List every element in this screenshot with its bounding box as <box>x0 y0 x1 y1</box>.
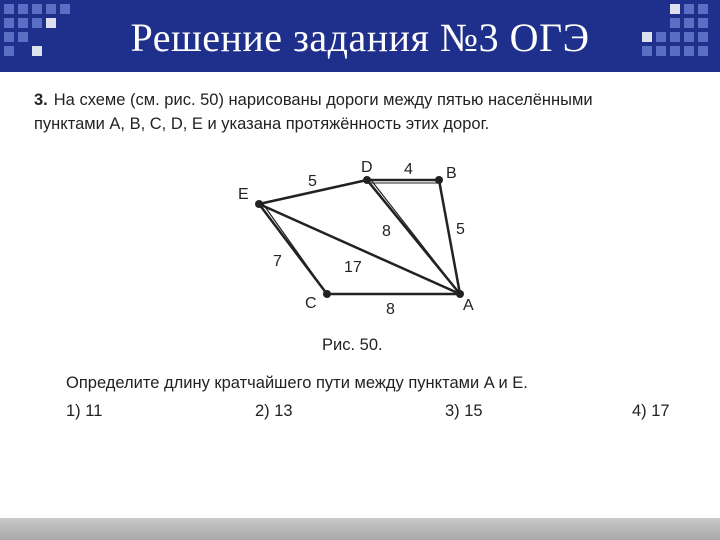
node-B-dot <box>435 176 443 184</box>
edge-label-BA: 5 <box>456 221 465 238</box>
answer-option-4: 4) 17 <box>632 402 670 420</box>
question-text: Определите длину кратчайшего пути между пунктами A и E. <box>66 374 528 392</box>
problem-number: 3. <box>34 91 48 109</box>
node-C-dot <box>323 290 331 298</box>
answer-option-2: 2) 13 <box>255 402 293 420</box>
node-label-D: D <box>361 159 373 176</box>
node-label-A: A <box>463 297 474 314</box>
answer-option-1: 1) 11 <box>66 402 103 420</box>
node-label-E: E <box>238 186 249 203</box>
title-bar <box>0 0 720 72</box>
footer-bar <box>0 518 720 540</box>
edge-label-DB: 4 <box>404 161 413 178</box>
edge-label-CA: 8 <box>386 301 395 318</box>
edge-label-ED: 5 <box>308 173 317 190</box>
edge-EA <box>259 204 460 294</box>
edge-label-EA: 17 <box>344 259 362 276</box>
node-D-dot <box>363 176 371 184</box>
slide-content <box>0 72 720 518</box>
node-E-dot <box>255 200 263 208</box>
figure-caption: Рис. 50. <box>322 336 383 354</box>
node-label-C: C <box>305 295 317 312</box>
road-graph-figure <box>0 72 720 518</box>
problem-text-line2: пунктами A, B, C, D, E и указана протяжённость этих дорог. <box>34 115 490 133</box>
answer-option-3: 3) 15 <box>445 402 483 420</box>
node-label-B: B <box>446 165 457 182</box>
edge-EC-2 <box>263 204 327 294</box>
edge-label-EC: 7 <box>273 253 282 270</box>
slide-title: Решение задания №3 ОГЭ <box>130 15 590 60</box>
edge-label-DA: 8 <box>382 223 391 240</box>
problem-text-line1: На схеме (см. рис. 50) нарисованы дороги между пятью населёнными <box>53 91 593 109</box>
